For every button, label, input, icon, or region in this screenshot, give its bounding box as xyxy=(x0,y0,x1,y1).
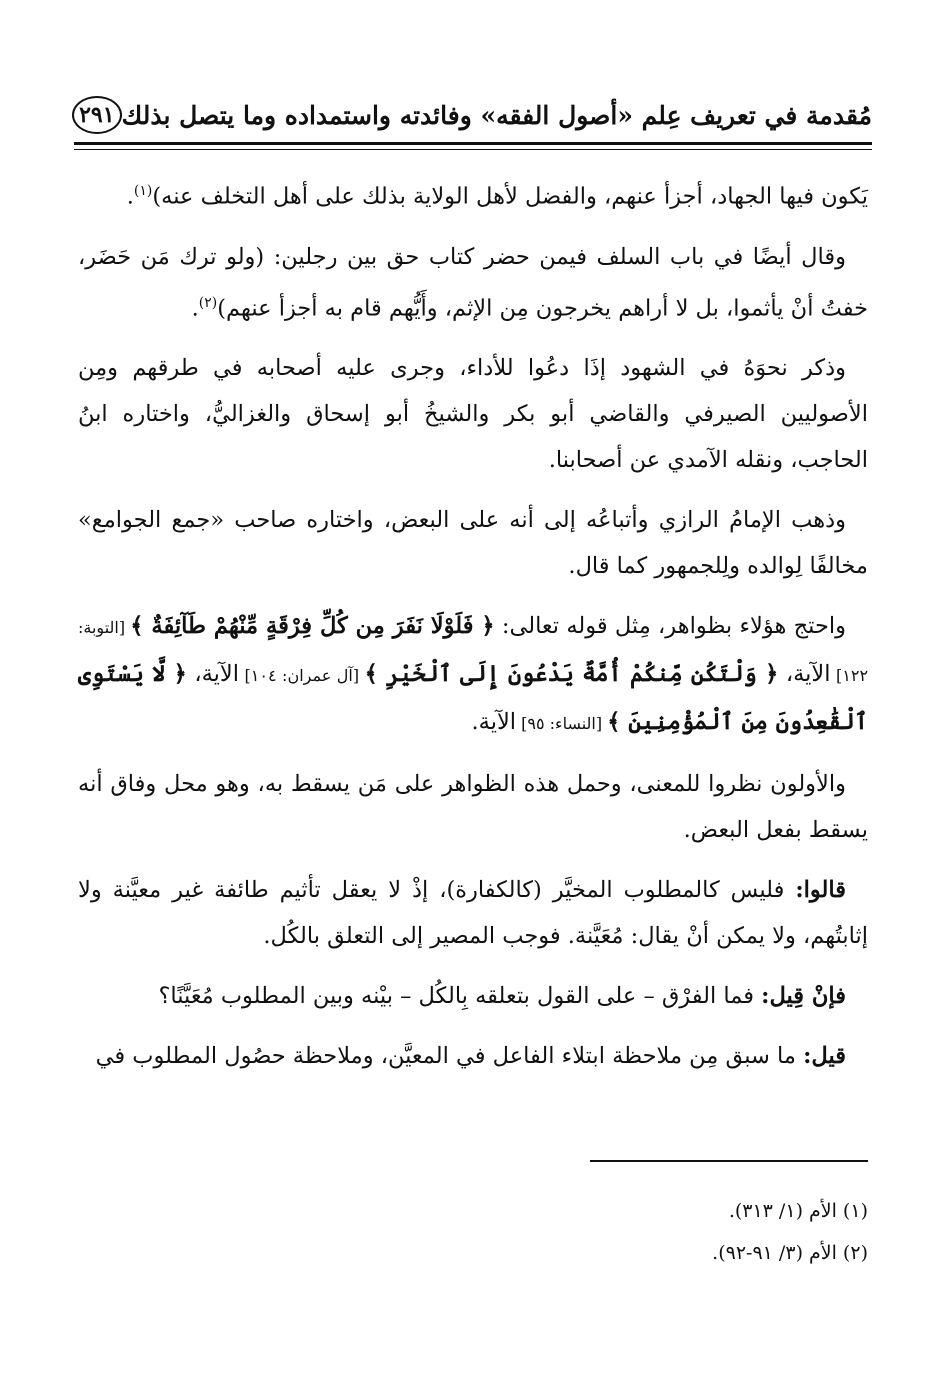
paragraph-9-label: قيل: xyxy=(803,1043,846,1069)
verse-ref-1: [التوبة: ١٢٢] xyxy=(78,618,869,685)
running-header xyxy=(72,92,872,138)
paragraph-7-text: فليس كالمطلوب المخيَّر (كالكفارة)، إذْ لا يعقل تأثيم طائفة غير معيَّنة ولا إثابتُهم، ولا يمكن أنْ يقال: مُعَيَّنة. فوجب المصير إلى التعلق بالكُل. xyxy=(78,877,868,949)
paragraph-2-text: وقال أيضًا في باب السلف فيمن حضر كتاب حق بين رجلين: (ولو ترك مَن حَضَر، خفتُ أنْ يأثموا، بل لا أراهم يخرجون مِن الإثم، وأَيُّهم قام به أجزأ عنهم) xyxy=(78,243,868,321)
running-title: مُقدمة في تعريف عِلم «أصول الفقه» وفائدته واستمداده وما يتصل بذلك xyxy=(121,100,872,130)
quran-verse-3: ﴿ لَّا يَسْتَوِى ٱلْقَٰعِدُونَ مِنَ ٱلْمُؤْمِنِينَ ﴾ xyxy=(78,661,868,735)
verse-tail-2: الآية، xyxy=(186,661,240,687)
verse-tail-1: الآية، xyxy=(778,661,831,687)
paragraph-1-text: يَكون فيها الجهاد، أجزأ عنهم، والفضل لأهل الولاية بذلك على أهل التخلف عنه) xyxy=(152,183,868,210)
paragraph-7-label: قالوا: xyxy=(795,877,846,903)
verse-tail-3: الآية. xyxy=(471,709,517,735)
page-number: ٢٩١ xyxy=(72,96,122,134)
header-rule-thin xyxy=(74,149,872,150)
paragraph-6: والأولون نظروا للمعنى، وحمل هذه الظواهر على مَن يسقط به، وهو محل وفاق أنه يسقط بفعل البعض. xyxy=(78,771,868,843)
footnote-separator xyxy=(590,1160,868,1162)
paragraph-9 xyxy=(78,1033,868,1079)
quran-verse-1: ﴿ فَلَوْلَا نَفَرَ مِن كُلِّ فِرْقَةٍ مِّنْهُمْ طَآئِفَةٌ ﴾ xyxy=(130,613,495,639)
paragraph-8-text: فما الفرْق – على القول بتعلقه بِالكُل – بيْنه وبين المطلوب مُعَيَّنًا؟ xyxy=(158,983,762,1009)
header-rule-thick xyxy=(74,142,872,145)
paragraph-3: وذكر نحوَهُ في الشهود إذَا دعُوا للأداء، وجرى عليه أصحابه في طرقهم ومِن الأصوليين الصيرفي والقاضي أبو بكر والشيخُ أبو إسحاق والغزاليُّ، واختاره ابنُ الحاجب، ونقله الآمدي عن أصحابنا. xyxy=(78,355,868,473)
paragraph-2: وقال أيضًا في باب السلف فيمن حضر كتاب حق بين رجلين: (ولو ترك مَن حَضَر، خفتُ أنْ يأثموا، بل لا أراهم يخرجون مِن الإثم، وأَيُّهم قام به أجزأ عنهم)$^{(٢)}$. xyxy=(78,243,868,321)
verse-ref-3: [النساء: ٩٥] xyxy=(516,714,608,733)
footnotes xyxy=(300,1190,868,1274)
paragraph-4: وذهب الإمامُ الرازي وأتباعُه إلى أنه على البعض، واختاره صاحب «جمع الجوامع» مخالفًا لِوالده ولِلجمهور كما قال. xyxy=(78,507,868,579)
footnote-ref-1: (١) xyxy=(133,183,153,199)
footnote-ref-2: (٢) xyxy=(198,294,218,311)
paragraph-1: يَكون فيها الجهاد، أجزأ عنهم، والفضل لأهل الولاية بذلك على أهل التخلف عنه)$^{(١)}$. xyxy=(126,183,868,210)
quran-verse-2: ﴿ وَلْتَكُن مِّنكُمْ أُمَّةٌ يَدْعُونَ إِلَى ٱلْخَيْرِ ﴾ xyxy=(364,661,779,687)
paragraph-7 xyxy=(78,867,868,959)
footnote-1: (١) الأم (١/ ٣١٣). xyxy=(728,1200,868,1222)
paragraph-5-intro: واحتج هؤلاء بظواهر، مِثل قوله تعالى: xyxy=(494,613,846,639)
paragraph-8 xyxy=(78,973,868,1019)
paragraph-8-label: فإنْ قِيل: xyxy=(761,983,846,1009)
verse-ref-2: [آل عمران: ١٠٤] xyxy=(239,666,365,685)
paragraph-9-text: ما سبق مِن ملاحظة ابتلاء الفاعل في المعيَّن، وملاحظة حصُول المطلوب في xyxy=(95,1043,804,1069)
footnote-2: (٢) الأم (٣/ ٩١-٩٢). xyxy=(712,1242,868,1264)
paragraph-5 xyxy=(78,603,868,747)
body-text xyxy=(78,168,868,1093)
